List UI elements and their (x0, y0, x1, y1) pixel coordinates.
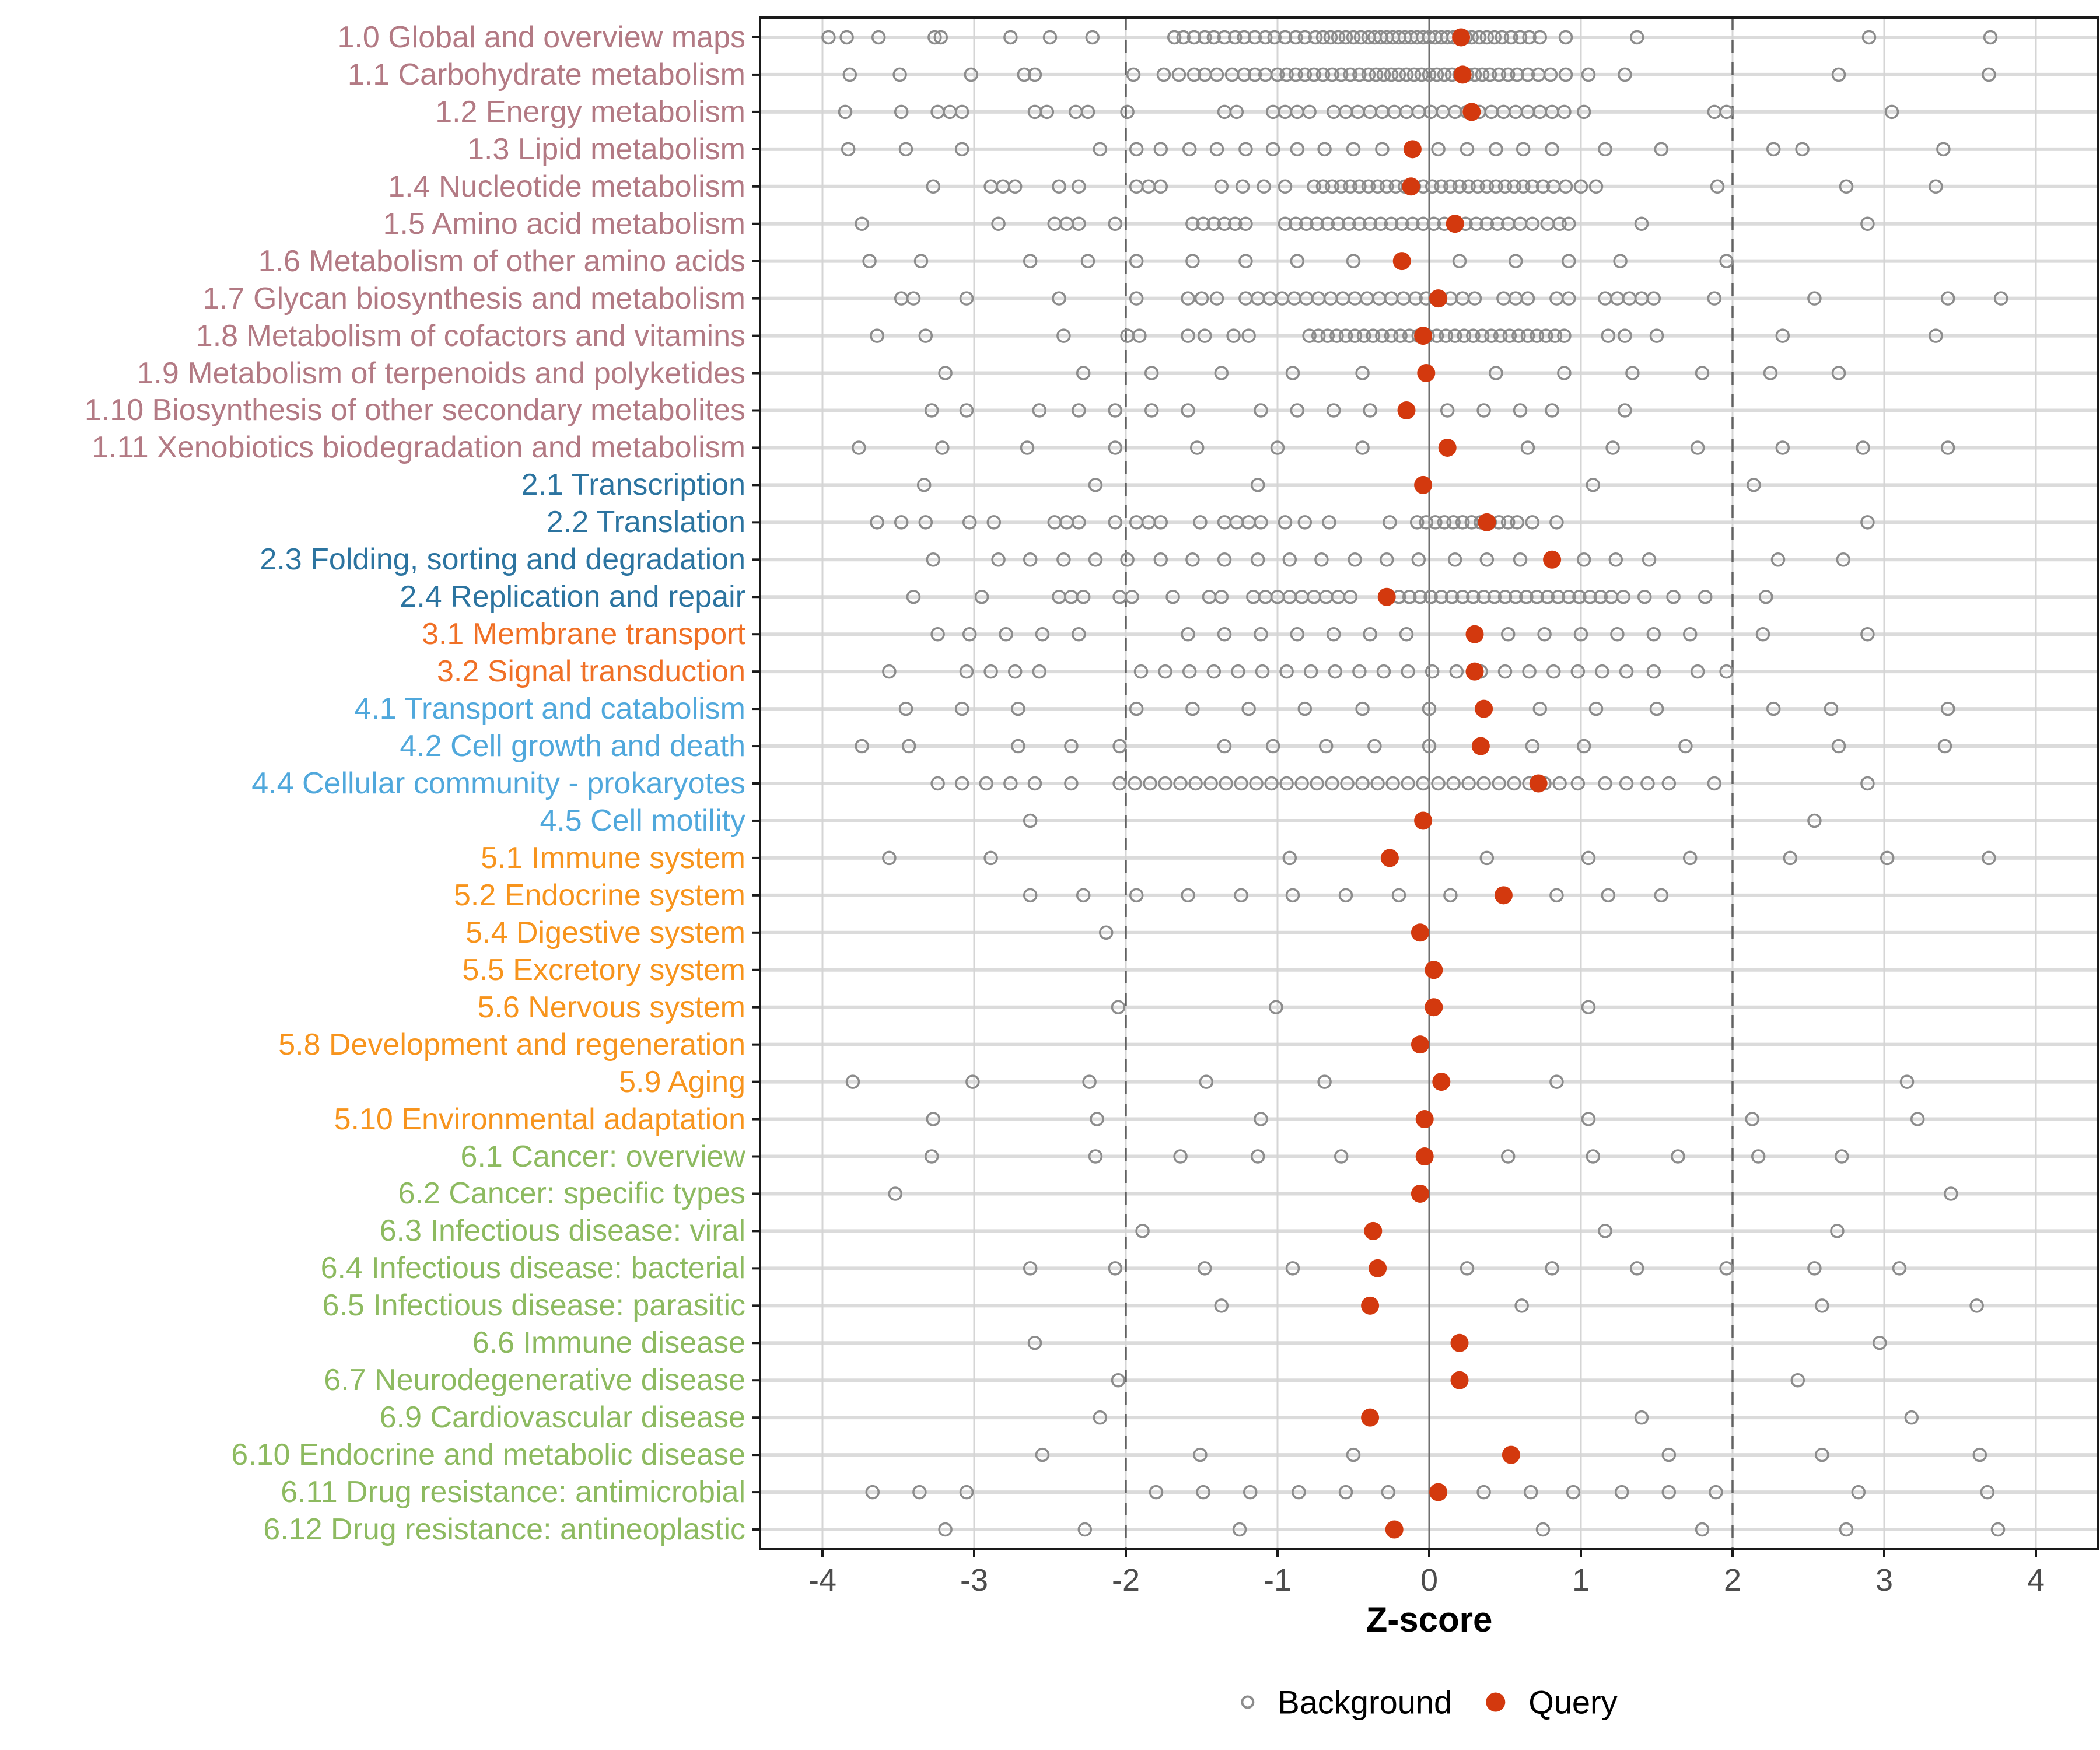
query-point (1429, 289, 1447, 307)
y-axis-label: 1.8 Metabolism of cofactors and vitamins (195, 318, 746, 353)
x-axis-tick-label: -1 (1263, 1563, 1292, 1598)
y-axis-label: 4.2 Cell growth and death (400, 729, 746, 764)
y-axis-label: 5.10 Environmental adaptation (334, 1102, 746, 1136)
legend-label-background: Background (1278, 1684, 1452, 1721)
y-axis-label: 6.3 Infectious disease: viral (379, 1214, 746, 1248)
y-axis-label: 5.9 Aging (619, 1065, 746, 1099)
legend-item-background (1241, 1684, 1452, 1721)
query-point (1424, 961, 1443, 979)
y-axis-label: 6.11 Drug resistance: antimicrobial (281, 1475, 746, 1510)
y-axis-label: 1.2 Energy metabolism (435, 94, 746, 129)
y-axis-label: 6.6 Immune disease (472, 1326, 746, 1360)
y-axis-label: 1.9 Metabolism of terpenoids and polyketides (136, 356, 746, 390)
x-axis-tick-label: 0 (1420, 1563, 1438, 1598)
x-axis-tick-label: 1 (1572, 1563, 1590, 1598)
query-point (1411, 1185, 1429, 1203)
query-point (1530, 775, 1548, 793)
y-axis-label: 1.3 Lipid metabolism (467, 132, 746, 166)
x-axis-tick-label: -3 (960, 1563, 989, 1598)
query-point (1502, 1446, 1520, 1464)
y-axis-label: 5.6 Nervous system (477, 990, 746, 1024)
query-point (1424, 998, 1443, 1016)
x-axis-tick-label: -4 (808, 1563, 837, 1598)
y-axis-label: 6.2 Cancer: specific types (398, 1177, 746, 1211)
query-point (1452, 28, 1470, 46)
y-axis-label: 3.1 Membrane transport (422, 617, 746, 652)
query-point (1385, 1521, 1404, 1539)
query-point (1404, 140, 1422, 158)
y-axis-label: 5.4 Digestive system (466, 915, 746, 950)
y-axis-label: 6.12 Drug resistance: antineoplastic (263, 1513, 746, 1547)
query-point (1466, 663, 1484, 681)
legend-item-query (1486, 1684, 1618, 1721)
y-axis-label: 5.5 Excretory system (462, 953, 746, 987)
query-point (1446, 215, 1464, 233)
query-point (1478, 513, 1496, 531)
query-point (1361, 1297, 1379, 1315)
query-point (1414, 327, 1432, 345)
y-axis-label: 6.7 Neurodegenerative disease (324, 1363, 746, 1398)
query-point (1414, 811, 1432, 830)
query-point (1378, 588, 1396, 606)
y-axis-label: 6.5 Infectious disease: parasitic (322, 1289, 746, 1323)
query-point (1414, 476, 1432, 494)
legend (1241, 1684, 1617, 1721)
y-axis-label: 1.0 Global and overview maps (337, 20, 746, 54)
y-axis-label: 6.10 Endocrine and metabolic disease (231, 1438, 746, 1472)
query-point (1454, 65, 1472, 83)
y-axis-label: 4.4 Cellular community - prokaryotes (251, 766, 746, 800)
y-axis-label: 1.11 Xenobiotics biodegradation and metabolism (92, 430, 746, 465)
query-point (1466, 625, 1484, 643)
query-point (1451, 1334, 1469, 1352)
y-axis-label: 5.2 Endocrine system (453, 878, 746, 912)
y-axis-label: 3.2 Signal transduction (436, 654, 746, 689)
query-point (1494, 886, 1513, 904)
y-axis-label: 6.9 Cardiovascular disease (379, 1401, 746, 1435)
y-axis-label: 2.4 Replication and repair (400, 580, 746, 614)
query-point (1438, 439, 1457, 457)
query-point (1475, 700, 1493, 718)
query-point (1364, 1222, 1382, 1240)
x-axis-tick-label: 2 (1723, 1563, 1742, 1598)
y-axis-label: 4.5 Cell motility (540, 803, 746, 838)
query-point (1411, 1035, 1429, 1054)
query-point (1432, 1073, 1450, 1091)
y-axis-label: 4.1 Transport and catabolism (354, 692, 746, 726)
query-point (1543, 551, 1561, 569)
y-axis-label: 6.4 Infectious disease: bacterial (320, 1251, 746, 1286)
query-point (1398, 401, 1416, 419)
y-axis-label: 1.10 Biosynthesis of other secondary metabolites (84, 393, 746, 428)
y-axis-label: 2.3 Folding, sorting and degradation (260, 542, 746, 577)
query-point (1381, 849, 1399, 867)
y-axis-label: 5.1 Immune system (481, 841, 746, 875)
y-axis-label: 1.4 Nucleotide metabolism (388, 169, 746, 204)
filled-circle-icon (1486, 1693, 1505, 1712)
y-axis-label: 5.8 Development and regeneration (278, 1027, 746, 1062)
query-point (1451, 1371, 1469, 1390)
y-axis-label: 6.1 Cancer: overview (460, 1139, 746, 1174)
legend-label-query: Query (1528, 1684, 1618, 1721)
open-circle-icon (1241, 1696, 1254, 1709)
query-point (1417, 364, 1435, 382)
query-point (1411, 923, 1429, 942)
y-axis-label: 1.6 Metabolism of other amino acids (258, 244, 746, 278)
query-point (1368, 1259, 1387, 1278)
query-point (1361, 1409, 1379, 1427)
x-axis-tick-label: 3 (1875, 1563, 1894, 1598)
query-point (1429, 1483, 1447, 1502)
y-axis-label: 1.7 Glycan biosynthesis and metabolism (202, 281, 746, 316)
query-point (1393, 252, 1411, 270)
query-point (1416, 1147, 1434, 1166)
y-axis-label: 2.2 Translation (546, 505, 746, 540)
y-axis-label: 1.1 Carbohydrate metabolism (347, 57, 746, 92)
x-axis-title: Z-score (1366, 1600, 1493, 1639)
x-axis-tick-label: -2 (1111, 1563, 1140, 1598)
query-point (1416, 1110, 1434, 1128)
query-point (1472, 737, 1490, 755)
query-point (1462, 103, 1480, 121)
y-axis-label: 1.5 Amino acid metabolism (383, 206, 746, 241)
y-axis-label: 2.1 Transcription (521, 468, 746, 502)
query-point (1402, 177, 1420, 195)
x-axis-tick-label: 4 (2027, 1563, 2045, 1598)
